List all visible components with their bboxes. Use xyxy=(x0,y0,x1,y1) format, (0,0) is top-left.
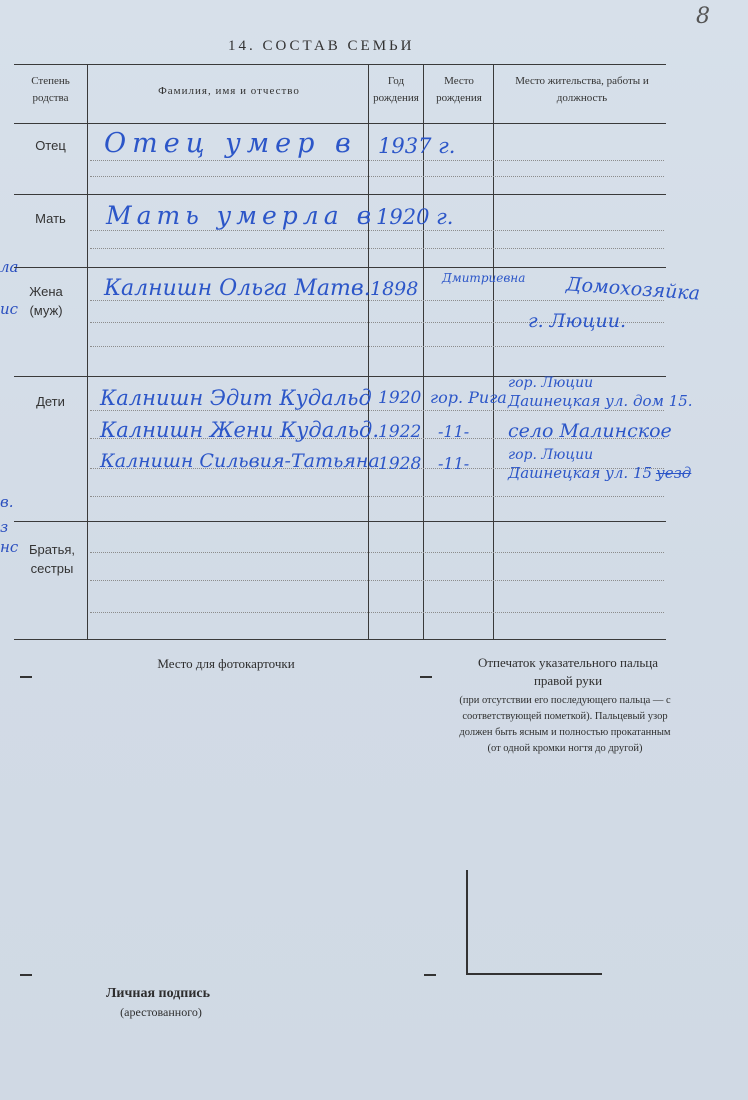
child-year: 1922 xyxy=(378,422,422,442)
header-name: Фамилия, имя и отчество xyxy=(158,85,300,97)
table-rule xyxy=(14,267,666,268)
table-rule xyxy=(493,64,494,640)
margin-mark: ис xyxy=(0,300,19,318)
writing-line xyxy=(90,410,664,411)
father-year: 1937 г. xyxy=(378,134,456,158)
signature-sublabel: (арестованного) xyxy=(120,1005,202,1019)
writing-line xyxy=(90,580,664,581)
page-number: 8 xyxy=(696,4,710,29)
label-spouse: Жена (муж) xyxy=(29,284,63,318)
wife-name: Калнишн Ольга Матв. xyxy=(104,276,371,301)
margin-mark: ла xyxy=(0,258,19,276)
wife-residence-city: г. Люции. xyxy=(528,310,627,332)
margin-mark: в. xyxy=(0,493,14,511)
table-rule xyxy=(368,64,369,640)
writing-line xyxy=(90,552,664,553)
mother-name: Мать умерла в xyxy=(106,201,377,230)
label-father: Отец xyxy=(35,138,66,153)
father-name: Отец умер в xyxy=(104,128,357,159)
header-relation: Степень родства xyxy=(31,75,70,104)
table-rule xyxy=(14,639,666,640)
fingerprint-note: (при отсутствии его последующего пальца — с соответствующей пометкой). Пальцевый узор должен быть ясным и полностью прокатанным (от одной кромки ногтя до другой) xyxy=(459,695,671,754)
writing-line xyxy=(90,230,664,231)
wife-residence: Домохозяйка xyxy=(565,273,701,305)
child-residence-street: Дашнецкая ул. 15 уезд xyxy=(508,464,692,482)
child-residence-street: Дашнецкая ул. дом 15. xyxy=(508,392,693,410)
family-table xyxy=(14,64,701,640)
fingerprint-title: Отпечаток указательного пальца правой руки xyxy=(477,655,659,688)
child-birthplace: -11- xyxy=(438,422,470,441)
header-birthplace: Место рождения xyxy=(436,75,482,104)
child-residence: гор. Люции xyxy=(508,447,594,463)
writing-line xyxy=(90,496,664,497)
photo-corner-bracket xyxy=(466,870,468,974)
wife-patronymic-note: Дмитриевна xyxy=(442,271,526,285)
writing-line xyxy=(90,176,664,177)
signature-label: Личная подпись xyxy=(105,986,211,1001)
table-rule xyxy=(14,123,666,124)
writing-line xyxy=(90,248,664,249)
child-residence: гор. Люции xyxy=(508,375,594,391)
placement-mark xyxy=(20,974,32,976)
writing-line xyxy=(90,612,664,613)
header-residence: Место жительства, работы и должность xyxy=(515,75,649,104)
child-year: 1920 xyxy=(378,388,422,408)
child-residence: село Малинское xyxy=(508,420,672,442)
placement-mark xyxy=(420,676,432,678)
table-rule xyxy=(14,64,666,65)
label-siblings: Братья, сестры xyxy=(28,542,76,576)
child-name: Калнишн Сильвия-Татьяна xyxy=(100,450,380,472)
margin-mark: нс xyxy=(0,538,19,556)
child-birthplace: -11- xyxy=(438,454,470,473)
child-year: 1928 xyxy=(378,454,422,474)
child-name: Калнишн Эдит Кудальд xyxy=(100,386,372,410)
placement-mark xyxy=(424,974,436,976)
section-title: 14. СОСТАВ СЕМЬИ xyxy=(228,38,415,54)
photo-corner-bracket xyxy=(466,973,602,975)
writing-line xyxy=(90,346,664,347)
mother-year: 1920 г. xyxy=(376,205,454,229)
child-name: Калнишн Жени Кудальд. xyxy=(100,418,380,442)
label-children: Дети xyxy=(36,394,65,409)
header-year: Год рождения xyxy=(373,75,419,104)
photo-placeholder-label: Место для фотокарточки xyxy=(157,656,295,671)
table-rule xyxy=(87,64,88,640)
placement-mark xyxy=(20,676,32,678)
label-mother: Мать xyxy=(35,211,66,226)
margin-mark: з xyxy=(0,518,9,536)
writing-line xyxy=(90,160,664,161)
child-birthplace: гор. Рига xyxy=(430,388,507,407)
struck-word: уезд xyxy=(656,464,692,482)
table-rule xyxy=(14,194,666,195)
wife-year: 1898 xyxy=(370,278,419,300)
table-rule xyxy=(14,521,666,522)
